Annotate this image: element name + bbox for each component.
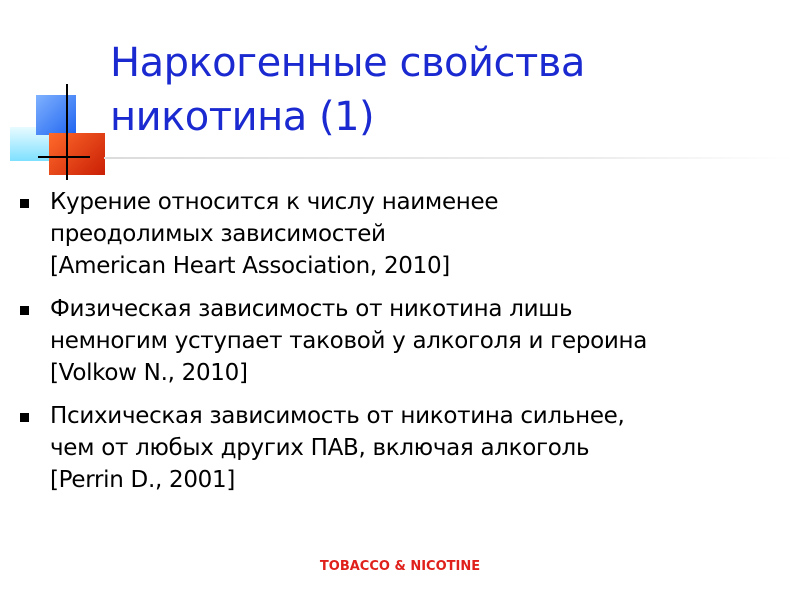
square-bullet-icon bbox=[20, 199, 29, 208]
bullet-item bbox=[18, 400, 788, 496]
bullet-citation: [Perrin D., 2001] bbox=[50, 467, 236, 493]
bullet-text-line: Физическая зависимость от никотина лишь bbox=[50, 296, 573, 322]
bullet-list bbox=[18, 186, 788, 507]
slide-title bbox=[110, 36, 790, 144]
bullet-text-line: Психическая зависимость от никотина сильнее, bbox=[50, 403, 625, 429]
bullet-citation: [American Heart Association, 2010] bbox=[50, 253, 450, 279]
bullet-text-line: преодолимых зависимостей bbox=[50, 221, 386, 247]
bullet-item bbox=[18, 293, 788, 389]
bullet-item bbox=[18, 186, 788, 282]
red-square-decoration bbox=[49, 133, 105, 175]
title-underline-rule bbox=[104, 157, 794, 159]
bullet-citation: [Volkow N., 2010] bbox=[50, 360, 248, 386]
footer-label: TOBACCO & NICOTINE bbox=[319, 559, 481, 574]
blue-square-decoration bbox=[36, 95, 76, 135]
bullet-text-line: чем от любых других ПАВ, включая алкоголь bbox=[50, 435, 590, 461]
slide-title-line: никотина (1) bbox=[110, 94, 375, 140]
square-bullet-icon bbox=[20, 306, 29, 315]
square-bullet-icon bbox=[20, 413, 29, 422]
slide-title-line: Наркогенные свойства bbox=[110, 40, 585, 86]
bullet-text-line: немногим уступает таковой у алкоголя и героина bbox=[50, 328, 648, 354]
vertical-line-decoration bbox=[66, 84, 68, 180]
horizontal-line-decoration bbox=[38, 156, 90, 158]
bullet-text-line: Курение относится к числу наименее bbox=[50, 189, 499, 215]
